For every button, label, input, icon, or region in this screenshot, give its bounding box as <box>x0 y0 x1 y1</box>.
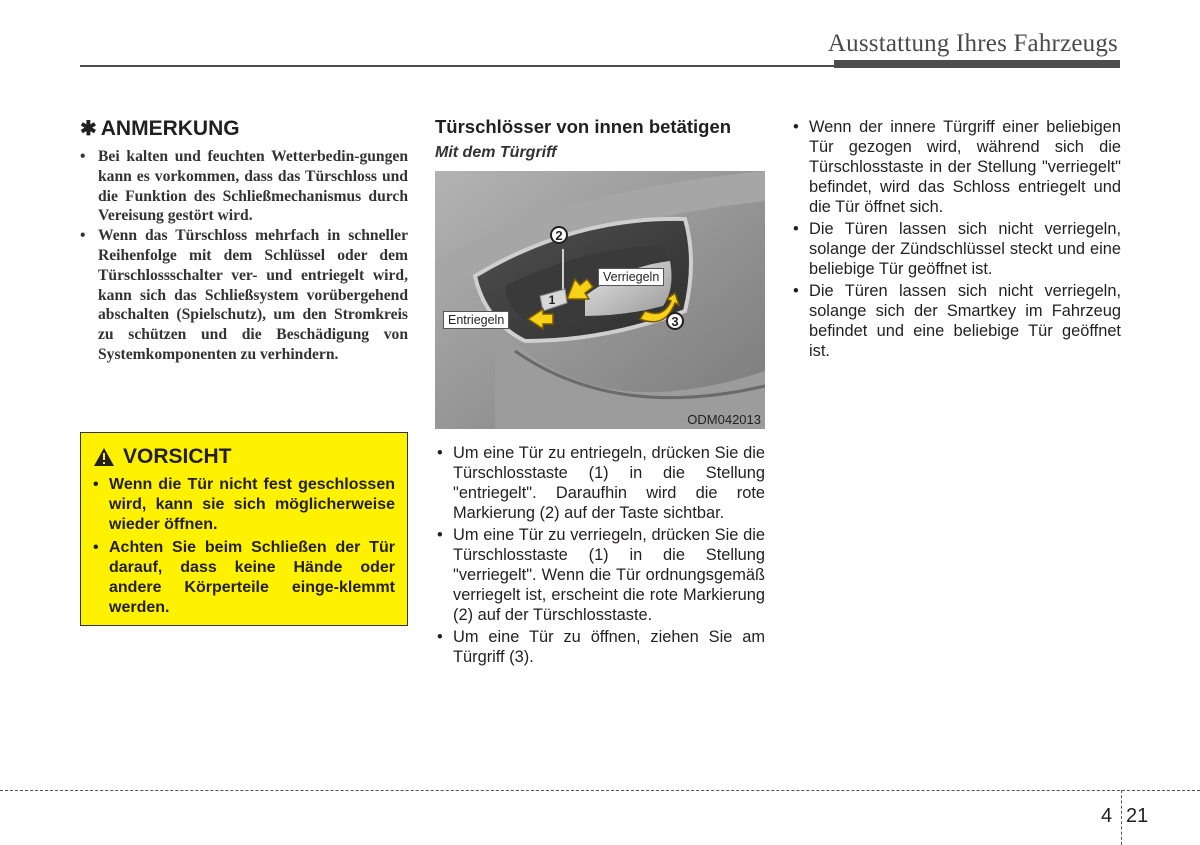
note-item: • Wenn das Türschloss mehrfach in schneller Reihenfolge mit dem Schlüssel oder dem Türschlossschalter ver- und entriegelt wird, kann sich das Schließsystem vorübergehend abschalten (Spielschutz), um den Stromkreis zu schützen und die Beschädigung von Systemkomponenten zu verhindern. <box>80 226 408 365</box>
footer-rule <box>0 790 1200 791</box>
unlock-instructions <box>435 443 765 669</box>
label-verriegeln: Verriegeln <box>598 268 664 286</box>
caution-item: • Wenn die Tür nicht fest geschlossen wird, kann sie sich möglicherweise wieder öffnen. <box>93 475 395 535</box>
section-title: Türschlösser von innen betätigen <box>435 116 732 137</box>
section-header <box>435 116 765 162</box>
caution-item: • Achten Sie beim Schließen der Tür darauf, dass keine Hände oder andere Körperteile einge-klemmt werden. <box>93 538 395 618</box>
callout-3: 3 <box>671 314 679 329</box>
caution-heading-text: VORSICHT <box>123 445 232 468</box>
door-handle-drawing <box>435 171 765 429</box>
asterisk-icon: ✱ <box>80 118 97 140</box>
caution-heading <box>93 445 395 469</box>
info-item: • Die Türen lassen sich nicht verriegeln, solange sich der Smartkey im Fahrzeug befindet und eine beliebige Tür geöffnet ist. <box>791 281 1121 361</box>
caution-box <box>80 432 408 626</box>
callout-1: 1 <box>548 293 556 307</box>
figure-code: ODM042013 <box>687 412 761 427</box>
additional-info <box>791 117 1121 363</box>
page-header-title: Ausstattung Ihres Fahrzeugs <box>827 30 1118 57</box>
header-rule-accent <box>834 60 1120 68</box>
door-handle-illustration <box>435 171 765 429</box>
warning-triangle-icon <box>93 447 115 467</box>
info-item: • Die Türen lassen sich nicht verriegeln, solange der Zündschlüssel steckt und eine beliebige Tür geöffnet ist. <box>791 219 1121 279</box>
caution-list <box>93 475 395 618</box>
section-subtitle: Mit dem Türgriff <box>435 144 557 161</box>
info-list <box>791 117 1121 361</box>
instruction-item: • Um eine Tür zu verriegeln, drücken Sie die Türschlosstaste (1) in die Stellung "verriegelt". Wenn die Tür ordnungsgemäß verriegelt ist, erscheint die rote Markierung (2) auf der Türschlosstaste. <box>435 525 765 625</box>
note-heading <box>80 116 408 141</box>
chapter-number: 4 <box>1101 805 1113 827</box>
note-item: • Bei kalten und feuchten Wetterbedin-gungen kann es vorkommen, dass das Türschloss und die Funktion des Schließmechanismus durch Vereisung gestört wird. <box>80 147 408 226</box>
footer-divider <box>1121 790 1122 845</box>
instruction-item: • Um eine Tür zu öffnen, ziehen Sie am Türgriff (3). <box>435 627 765 667</box>
instruction-list <box>435 443 765 667</box>
note-heading-text: ANMERKUNG <box>100 116 240 140</box>
info-item: • Wenn der innere Türgriff einer beliebigen Tür gezogen wird, während sich die Türschlosstaste in der Stellung "verriegelt" befindet, wird das Schloss entriegelt und die Tür öffnet sich. <box>791 117 1121 217</box>
page-number: 21 <box>1126 805 1149 827</box>
label-entriegeln: Entriegeln <box>443 311 509 329</box>
note-list <box>80 147 408 365</box>
instruction-item: • Um eine Tür zu entriegeln, drücken Sie die Türschlosstaste (1) in die Stellung "entriegelt". Daraufhin wird die rote Markierung (2) auf der Taste sichtbar. <box>435 443 765 523</box>
header-rule <box>80 65 837 67</box>
callout-2: 2 <box>555 228 563 243</box>
note-section <box>80 116 408 365</box>
